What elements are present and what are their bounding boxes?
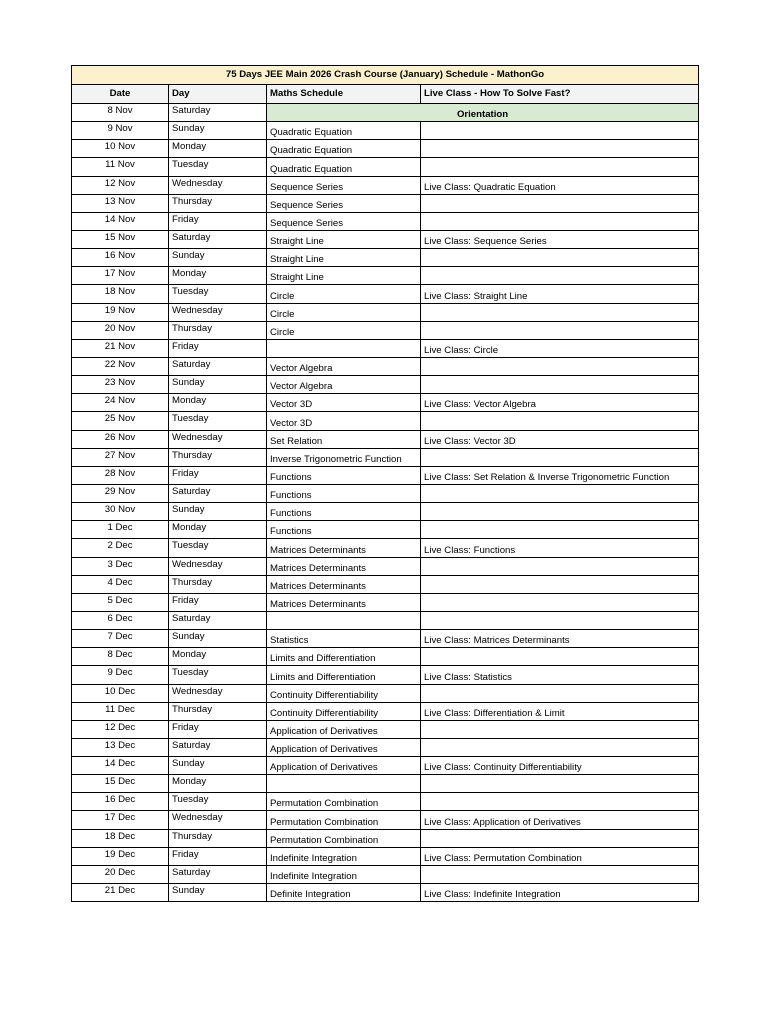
- table-row: [72, 811, 699, 829]
- live-class-cell: [421, 448, 699, 466]
- day-cell: Monday: [169, 775, 267, 793]
- table-row: [72, 303, 699, 321]
- day-cell: Monday: [169, 394, 267, 412]
- live-class-cell: Live Class: Permutation Combination: [421, 847, 699, 865]
- date-cell: 3 Dec: [72, 557, 169, 575]
- table-row: [72, 285, 699, 303]
- date-cell: 8 Dec: [72, 648, 169, 666]
- date-cell: 11 Dec: [72, 702, 169, 720]
- day-cell: Thursday: [169, 321, 267, 339]
- day-cell: Sunday: [169, 376, 267, 394]
- table-row: [72, 321, 699, 339]
- title-row: [72, 66, 699, 85]
- live-class-cell: [421, 194, 699, 212]
- table-row: [72, 611, 699, 629]
- table-row: [72, 176, 699, 194]
- maths-cell: Application of Derivatives: [267, 720, 421, 738]
- day-cell: Sunday: [169, 249, 267, 267]
- live-class-cell: [421, 122, 699, 140]
- table-row: [72, 775, 699, 793]
- maths-cell: Vector 3D: [267, 394, 421, 412]
- day-cell: Friday: [169, 466, 267, 484]
- live-class-cell: [421, 357, 699, 375]
- date-cell: 15 Dec: [72, 775, 169, 793]
- date-cell: 14 Nov: [72, 212, 169, 230]
- date-cell: 18 Dec: [72, 829, 169, 847]
- day-cell: Thursday: [169, 448, 267, 466]
- maths-cell: Vector 3D: [267, 412, 421, 430]
- table-row: [72, 376, 699, 394]
- maths-cell: Functions: [267, 503, 421, 521]
- table-row: [72, 412, 699, 430]
- day-cell: Saturday: [169, 611, 267, 629]
- date-cell: 29 Nov: [72, 484, 169, 502]
- maths-cell: Matrices Determinants: [267, 557, 421, 575]
- live-class-cell: [421, 484, 699, 502]
- live-class-cell: Live Class: Circle: [421, 339, 699, 357]
- maths-cell: Set Relation: [267, 430, 421, 448]
- live-class-cell: Live Class: Continuity Differentiability: [421, 757, 699, 775]
- date-cell: 2 Dec: [72, 539, 169, 557]
- maths-cell: Vector Algebra: [267, 376, 421, 394]
- date-cell: 28 Nov: [72, 466, 169, 484]
- date-cell: 13 Dec: [72, 738, 169, 756]
- maths-cell: [267, 339, 421, 357]
- maths-cell: Circle: [267, 303, 421, 321]
- maths-cell: Permutation Combination: [267, 811, 421, 829]
- date-cell: 16 Nov: [72, 249, 169, 267]
- header-live: Live Class - How To Solve Fast?: [421, 85, 699, 104]
- day-cell: Monday: [169, 140, 267, 158]
- table-row: [72, 122, 699, 140]
- table-row: [72, 230, 699, 248]
- header-date: Date: [72, 85, 169, 104]
- date-cell: 1 Dec: [72, 521, 169, 539]
- day-cell: Saturday: [169, 738, 267, 756]
- maths-cell: Permutation Combination: [267, 829, 421, 847]
- table-row: [72, 684, 699, 702]
- live-class-cell: [421, 303, 699, 321]
- header-day: Day: [169, 85, 267, 104]
- live-class-cell: Live Class: Set Relation & Inverse Trigonometric Function: [421, 466, 699, 484]
- live-class-cell: Live Class: Matrices Determinants: [421, 630, 699, 648]
- day-cell: Saturday: [169, 104, 267, 122]
- live-class-cell: Live Class: Statistics: [421, 666, 699, 684]
- date-cell: 9 Nov: [72, 122, 169, 140]
- day-cell: Thursday: [169, 575, 267, 593]
- header-maths: Maths Schedule: [267, 85, 421, 104]
- date-cell: 22 Nov: [72, 357, 169, 375]
- table-row: [72, 430, 699, 448]
- maths-cell: Limits and Differentiation: [267, 648, 421, 666]
- live-class-cell: Live Class: Indefinite Integration: [421, 884, 699, 902]
- live-class-cell: Live Class: Quadratic Equation: [421, 176, 699, 194]
- table-row: [72, 666, 699, 684]
- maths-cell: Functions: [267, 466, 421, 484]
- date-cell: 14 Dec: [72, 757, 169, 775]
- table-row: [72, 630, 699, 648]
- maths-cell: Application of Derivatives: [267, 757, 421, 775]
- table-row: [72, 865, 699, 883]
- date-cell: 10 Nov: [72, 140, 169, 158]
- live-class-cell: [421, 521, 699, 539]
- maths-cell: Sequence Series: [267, 176, 421, 194]
- maths-cell: Indefinite Integration: [267, 847, 421, 865]
- maths-cell: Sequence Series: [267, 194, 421, 212]
- table-row: [72, 539, 699, 557]
- live-class-cell: Live Class: Vector 3D: [421, 430, 699, 448]
- live-class-cell: [421, 249, 699, 267]
- date-cell: 16 Dec: [72, 793, 169, 811]
- maths-cell: [267, 775, 421, 793]
- day-cell: Wednesday: [169, 430, 267, 448]
- maths-cell: Functions: [267, 484, 421, 502]
- day-cell: Tuesday: [169, 285, 267, 303]
- schedule-sheet: [71, 65, 698, 902]
- table-row: [72, 593, 699, 611]
- day-cell: Sunday: [169, 122, 267, 140]
- date-cell: 21 Nov: [72, 339, 169, 357]
- live-class-cell: [421, 321, 699, 339]
- live-class-cell: [421, 611, 699, 629]
- maths-cell: Matrices Determinants: [267, 593, 421, 611]
- day-cell: Friday: [169, 720, 267, 738]
- day-cell: Tuesday: [169, 158, 267, 176]
- date-cell: 7 Dec: [72, 630, 169, 648]
- live-class-cell: [421, 212, 699, 230]
- maths-cell: Sequence Series: [267, 212, 421, 230]
- date-cell: 18 Nov: [72, 285, 169, 303]
- table-row: [72, 448, 699, 466]
- table-row: [72, 357, 699, 375]
- table-row: [72, 194, 699, 212]
- live-class-cell: [421, 158, 699, 176]
- live-class-cell: [421, 829, 699, 847]
- table-row: [72, 503, 699, 521]
- date-cell: 25 Nov: [72, 412, 169, 430]
- live-class-cell: [421, 684, 699, 702]
- maths-cell: Circle: [267, 285, 421, 303]
- date-cell: 17 Nov: [72, 267, 169, 285]
- live-class-cell: [421, 793, 699, 811]
- day-cell: Wednesday: [169, 557, 267, 575]
- date-cell: 11 Nov: [72, 158, 169, 176]
- day-cell: Tuesday: [169, 793, 267, 811]
- live-class-cell: Live Class: Vector Algebra: [421, 394, 699, 412]
- table-row: [72, 104, 699, 122]
- date-cell: 20 Nov: [72, 321, 169, 339]
- table-row: [72, 829, 699, 847]
- table-row: [72, 484, 699, 502]
- table-row: [72, 394, 699, 412]
- day-cell: Thursday: [169, 829, 267, 847]
- maths-cell: Quadratic Equation: [267, 158, 421, 176]
- table-row: [72, 557, 699, 575]
- live-class-cell: [421, 720, 699, 738]
- table-row: [72, 521, 699, 539]
- maths-cell: Vector Algebra: [267, 357, 421, 375]
- day-cell: Sunday: [169, 884, 267, 902]
- maths-cell: Inverse Trigonometric Function: [267, 448, 421, 466]
- table-row: [72, 648, 699, 666]
- live-class-cell: [421, 648, 699, 666]
- live-class-cell: [421, 593, 699, 611]
- live-class-cell: [421, 775, 699, 793]
- date-cell: 13 Nov: [72, 194, 169, 212]
- day-cell: Saturday: [169, 230, 267, 248]
- date-cell: 9 Dec: [72, 666, 169, 684]
- maths-cell: Limits and Differentiation: [267, 666, 421, 684]
- day-cell: Wednesday: [169, 303, 267, 321]
- date-cell: 15 Nov: [72, 230, 169, 248]
- table-row: [72, 140, 699, 158]
- maths-cell: Continuity Differentiability: [267, 702, 421, 720]
- live-class-cell: Live Class: Application of Derivatives: [421, 811, 699, 829]
- live-class-cell: [421, 503, 699, 521]
- maths-cell: Definite Integration: [267, 884, 421, 902]
- maths-cell: Application of Derivatives: [267, 738, 421, 756]
- day-cell: Wednesday: [169, 684, 267, 702]
- date-cell: 30 Nov: [72, 503, 169, 521]
- maths-cell: Straight Line: [267, 267, 421, 285]
- date-cell: 26 Nov: [72, 430, 169, 448]
- maths-cell: Quadratic Equation: [267, 140, 421, 158]
- maths-cell: Matrices Determinants: [267, 539, 421, 557]
- orientation-cell: Orientation: [267, 104, 699, 122]
- table-row: [72, 793, 699, 811]
- date-cell: 23 Nov: [72, 376, 169, 394]
- date-cell: 27 Nov: [72, 448, 169, 466]
- date-cell: 19 Dec: [72, 847, 169, 865]
- table-row: [72, 212, 699, 230]
- day-cell: Wednesday: [169, 811, 267, 829]
- day-cell: Friday: [169, 212, 267, 230]
- date-cell: 6 Dec: [72, 611, 169, 629]
- header-row: [72, 85, 699, 104]
- live-class-cell: Live Class: Sequence Series: [421, 230, 699, 248]
- date-cell: 12 Nov: [72, 176, 169, 194]
- day-cell: Friday: [169, 593, 267, 611]
- live-class-cell: [421, 140, 699, 158]
- date-cell: 8 Nov: [72, 104, 169, 122]
- day-cell: Monday: [169, 648, 267, 666]
- day-cell: Sunday: [169, 503, 267, 521]
- day-cell: Saturday: [169, 484, 267, 502]
- maths-cell: Statistics: [267, 630, 421, 648]
- maths-cell: Straight Line: [267, 249, 421, 267]
- maths-cell: Matrices Determinants: [267, 575, 421, 593]
- day-cell: Tuesday: [169, 539, 267, 557]
- maths-cell: Functions: [267, 521, 421, 539]
- table-row: [72, 884, 699, 902]
- day-cell: Thursday: [169, 194, 267, 212]
- maths-cell: Circle: [267, 321, 421, 339]
- date-cell: 24 Nov: [72, 394, 169, 412]
- day-cell: Sunday: [169, 630, 267, 648]
- table-row: [72, 249, 699, 267]
- date-cell: 10 Dec: [72, 684, 169, 702]
- live-class-cell: [421, 376, 699, 394]
- day-cell: Thursday: [169, 702, 267, 720]
- date-cell: 4 Dec: [72, 575, 169, 593]
- live-class-cell: [421, 738, 699, 756]
- live-class-cell: Live Class: Functions: [421, 539, 699, 557]
- live-class-cell: [421, 267, 699, 285]
- day-cell: Tuesday: [169, 666, 267, 684]
- table-row: [72, 847, 699, 865]
- day-cell: Friday: [169, 339, 267, 357]
- date-cell: 20 Dec: [72, 865, 169, 883]
- schedule-table: [71, 65, 699, 902]
- table-row: [72, 738, 699, 756]
- table-row: [72, 757, 699, 775]
- maths-cell: Continuity Differentiability: [267, 684, 421, 702]
- date-cell: 5 Dec: [72, 593, 169, 611]
- live-class-cell: [421, 865, 699, 883]
- maths-cell: Permutation Combination: [267, 793, 421, 811]
- maths-cell: [267, 611, 421, 629]
- live-class-cell: [421, 575, 699, 593]
- day-cell: Saturday: [169, 865, 267, 883]
- day-cell: Friday: [169, 847, 267, 865]
- date-cell: 19 Nov: [72, 303, 169, 321]
- day-cell: Saturday: [169, 357, 267, 375]
- schedule-title: 75 Days JEE Main 2026 Crash Course (January) Schedule - MathonGo: [72, 66, 699, 85]
- live-class-cell: [421, 412, 699, 430]
- table-row: [72, 158, 699, 176]
- day-cell: Monday: [169, 267, 267, 285]
- maths-cell: Straight Line: [267, 230, 421, 248]
- day-cell: Sunday: [169, 757, 267, 775]
- day-cell: Tuesday: [169, 412, 267, 430]
- date-cell: 17 Dec: [72, 811, 169, 829]
- day-cell: Monday: [169, 521, 267, 539]
- maths-cell: Quadratic Equation: [267, 122, 421, 140]
- live-class-cell: Live Class: Differentiation & Limit: [421, 702, 699, 720]
- table-row: [72, 339, 699, 357]
- date-cell: 12 Dec: [72, 720, 169, 738]
- maths-cell: Indefinite Integration: [267, 865, 421, 883]
- table-row: [72, 720, 699, 738]
- date-cell: 21 Dec: [72, 884, 169, 902]
- live-class-cell: [421, 557, 699, 575]
- table-row: [72, 575, 699, 593]
- table-row: [72, 466, 699, 484]
- table-row: [72, 702, 699, 720]
- live-class-cell: Live Class: Straight Line: [421, 285, 699, 303]
- table-row: [72, 267, 699, 285]
- day-cell: Wednesday: [169, 176, 267, 194]
